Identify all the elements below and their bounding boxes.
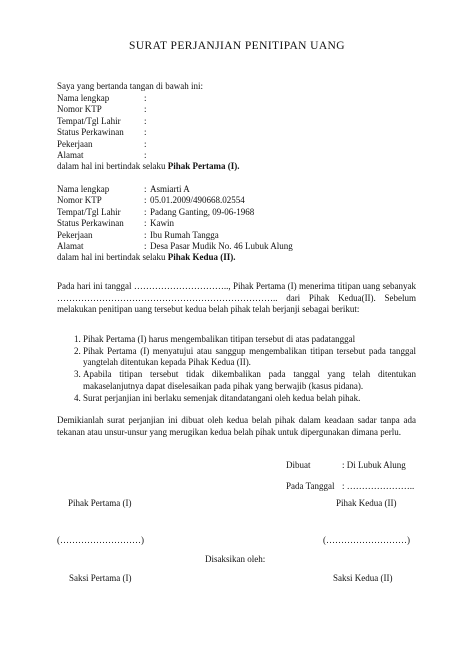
field-label: Nama lengkap <box>57 184 110 194</box>
party1-role: Pihak Pertama (I). <box>167 161 240 172</box>
field-label: Nomor KTP <box>57 104 102 115</box>
party2-signature-label: Pihak Kedua (II) <box>336 498 397 508</box>
party2-field-row: Alamat : Desa Pasar Mudik No. 46 Lubuk Alung <box>57 240 293 251</box>
field-value: 05.01.2009/490668.02554 <box>150 195 245 206</box>
party1-fields <box>57 93 239 173</box>
field-label: Pekerjaan <box>57 138 93 149</box>
field-value: Ibu Rumah Tangga <box>150 229 219 240</box>
party2-field-row: Status Perkawinan : Kawin <box>57 218 174 229</box>
party1-field-row: Nomor KTP : <box>57 104 147 115</box>
field-label: Status Perkawinan <box>57 218 124 229</box>
field-value: Padang Ganting, 09-06-1968 <box>150 206 255 217</box>
closing-paragraph: Demikianlah surat perjanjian ini dibuat oleh kedua belah pihak dalam keadaan sadar tanpa ada tekanan atau unsur-unsur yang merugikan kedua belah pihak untuk dipergunakan dimana perlu. <box>57 415 416 437</box>
party1-field-row: Tempat/Tgl Lahir : <box>57 115 147 126</box>
party1-signature-label: Pihak Pertama (I) <box>68 498 132 508</box>
place-value: : Di Lubuk Alung <box>342 460 406 470</box>
term-item: 1. Pihak Pertama (I) harus mengembalikan titipan tersebut di atas padatanggal <box>83 334 416 346</box>
party1-field-row: Nama lengkap : <box>57 93 147 103</box>
party2-fields <box>57 184 293 264</box>
field-value: Desa Pasar Mudik No. 46 Lubuk Alung <box>150 240 293 251</box>
term-item: 4. Surat perjanjian ini berlaku semenjak ditandatangani oleh kedua belah pihak. <box>83 393 416 405</box>
party2-role-line: dalam hal ini bertindak selaku Pihak Kedua (II). <box>57 252 236 263</box>
field-label: Tempat/Tgl Lahir <box>57 115 121 126</box>
field-label: Nomor KTP <box>57 195 102 206</box>
party1-role-line: dalam hal ini bertindak selaku Pihak Pertama (I). <box>57 161 240 172</box>
date-value: : ………………….. <box>342 481 415 491</box>
party2-field-row: Nama lengkap : Asmiarti A <box>57 184 190 194</box>
date-label: Pada Tanggal <box>286 481 335 491</box>
field-label: Pekerjaan <box>57 229 93 240</box>
party1-field-row: Pekerjaan : <box>57 138 147 149</box>
party2-field-row: Nomor KTP : 05.01.2009/490668.02554 <box>57 195 245 206</box>
party1-field-row: Alamat : <box>57 149 147 160</box>
witness2-label: Saksi Kedua (II) <box>333 573 393 583</box>
witness-heading: Disaksikan oleh: <box>205 554 266 564</box>
term-item: 3. Apabila titipan tersebut tidak dikembalikan pada tanggal yang telah ditentukan makaselanjutnya dapat diselesaikan pada pihak yang berwajib (kasus pidana). <box>83 369 416 392</box>
field-label: Alamat <box>57 149 84 160</box>
party1-field-row: Status Perkawinan : <box>57 127 147 138</box>
party2-field-row: Tempat/Tgl Lahir : Padang Ganting, 09-06-1968 <box>57 206 255 217</box>
party2-role: Pihak Kedua (II). <box>167 252 236 263</box>
terms-list <box>57 334 416 404</box>
field-label: Alamat <box>57 240 84 251</box>
party1-signature-blank: (………………………) <box>57 535 144 545</box>
field-value: Kawin <box>150 218 174 229</box>
term-item: 2. Pihak Pertama (I) menyatujui atau sanggup mengembalikan titipan tersebut pada tanggal yangtelah ditentukan kepada Pihak Kedua (II). <box>83 346 416 369</box>
field-label: Status Perkawinan <box>57 127 124 138</box>
field-value: Asmiarti A <box>150 184 190 194</box>
field-label: Tempat/Tgl Lahir <box>57 206 121 217</box>
field-label: Nama lengkap <box>57 93 110 103</box>
party2-signature-blank: (………………………) <box>323 535 410 545</box>
party2-field-row: Pekerjaan : Ibu Rumah Tangga <box>57 229 219 240</box>
place-label: Dibuat <box>286 460 311 470</box>
body-paragraph: Pada hari ini tanggal ………………………….., Pihak Pertama (I) menerima titipan uang sebanyak ……………………………………………………………….. dari Pihak Kedua(II). Sebelum melakukan penitipan uang tersebut kedua belah pihak telah berjanji sebagai berikut: <box>57 281 416 315</box>
witness1-label: Saksi Pertama (I) <box>69 573 132 583</box>
intro-text: Saya yang bertanda tangan di bawah ini: <box>57 81 203 91</box>
document-title: SURAT PERJANJIAN PENITIPAN UANG <box>129 40 345 52</box>
